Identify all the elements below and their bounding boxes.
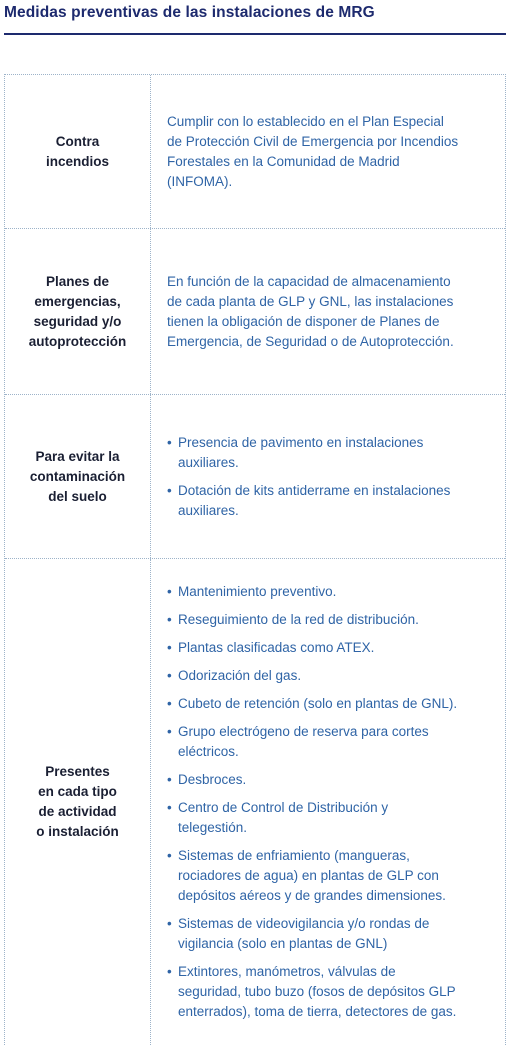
list-item-text: Centro de Control de Distribución y telegestión. bbox=[178, 800, 389, 835]
description-cell bbox=[151, 75, 505, 228]
bullet-icon: • bbox=[167, 964, 172, 979]
list-item-text: Plantas clasificadas como ATEX. bbox=[178, 640, 375, 655]
bullet-icon: • bbox=[167, 772, 172, 787]
table-row bbox=[5, 229, 505, 395]
list-item-text: Desbroces. bbox=[178, 772, 247, 787]
list-item bbox=[167, 770, 497, 790]
category-label: Para evitar la contaminación del suelo bbox=[29, 448, 126, 504]
description-text: En función de la capacidad de almacenamiento de cada planta de GLP y GNL, las instalaciones tienen la obligación de disponer de Planes de Emergencia, de Seguridad o de Autoprotección. bbox=[167, 273, 454, 349]
bullet-list bbox=[167, 582, 497, 1022]
list-item bbox=[167, 914, 497, 954]
list-item bbox=[167, 694, 497, 714]
list-item bbox=[167, 962, 497, 1022]
bullet-icon: • bbox=[167, 800, 172, 815]
list-item-text: Dotación de kits antiderrame en instalaciones auxiliares. bbox=[178, 482, 451, 518]
list-item-text: Presencia de pavimento en instalaciones auxiliares. bbox=[178, 434, 424, 470]
list-item bbox=[167, 582, 497, 602]
list-item bbox=[167, 846, 497, 906]
description-cell bbox=[151, 559, 505, 1045]
table-row bbox=[5, 559, 505, 1045]
list-item-text: Sistemas de videovigilancia y/o rondas de vigilancia (solo en plantas de GNL) bbox=[178, 916, 430, 951]
bullet-list bbox=[167, 433, 497, 521]
description-cell bbox=[151, 395, 505, 558]
list-item-text: Odorización del gas. bbox=[178, 668, 302, 683]
list-item-text: Mantenimiento preventivo. bbox=[178, 584, 337, 599]
bullet-icon: • bbox=[167, 724, 172, 739]
list-item bbox=[167, 722, 497, 762]
list-item-text: Sistemas de enfriamiento (mangueras, rociadores de agua) en plantas de GLP con depósitos aéreos y de grandes dimensiones. bbox=[178, 848, 446, 903]
bullet-icon: • bbox=[167, 696, 172, 711]
list-item bbox=[167, 481, 497, 521]
description-cell bbox=[151, 229, 505, 394]
table-row bbox=[5, 395, 505, 559]
list-item-text: Reseguimiento de la red de distribución. bbox=[178, 612, 419, 627]
table-row bbox=[5, 75, 505, 229]
bullet-icon: • bbox=[167, 668, 172, 683]
bullet-icon: • bbox=[167, 848, 172, 863]
category-cell bbox=[5, 559, 151, 1045]
bullet-icon: • bbox=[167, 612, 172, 627]
list-item-text: Cubeto de retención (solo en plantas de GNL). bbox=[178, 696, 458, 711]
list-item bbox=[167, 638, 497, 658]
list-item-text: Extintores, manómetros, válvulas de seguridad, tubo buzo (fosos de depósitos GLP enterrados), toma de tierra, detectores de gas. bbox=[178, 964, 457, 1019]
list-item bbox=[167, 610, 497, 630]
category-cell bbox=[5, 229, 151, 394]
category-cell bbox=[5, 395, 151, 558]
list-item bbox=[167, 798, 497, 838]
category-label: Planes de emergencias, seguridad y/o autoprotección bbox=[28, 273, 127, 349]
page-title: Medidas preventivas de las instalaciones de MRG bbox=[4, 4, 375, 21]
list-item-text: Grupo electrógeno de reserva para cortes eléctricos. bbox=[178, 724, 429, 759]
measures-table bbox=[4, 74, 506, 1045]
list-item bbox=[167, 433, 497, 473]
category-label: Contra incendios bbox=[45, 133, 109, 169]
category-label: Presentes en cada tipo de actividad o instalación bbox=[36, 764, 119, 839]
bullet-icon: • bbox=[167, 640, 172, 655]
bullet-icon: • bbox=[167, 434, 172, 450]
list-item bbox=[167, 666, 497, 686]
category-cell bbox=[5, 75, 151, 228]
title-underline bbox=[4, 33, 506, 35]
description-text: Cumplir con lo establecido en el Plan Especial de Protección Civil de Emergencia por Incendios Forestales en la Comunidad de Madrid (INFOMA). bbox=[167, 113, 459, 189]
bullet-icon: • bbox=[167, 482, 172, 498]
bullet-icon: • bbox=[167, 916, 172, 931]
bullet-icon: • bbox=[167, 584, 172, 599]
